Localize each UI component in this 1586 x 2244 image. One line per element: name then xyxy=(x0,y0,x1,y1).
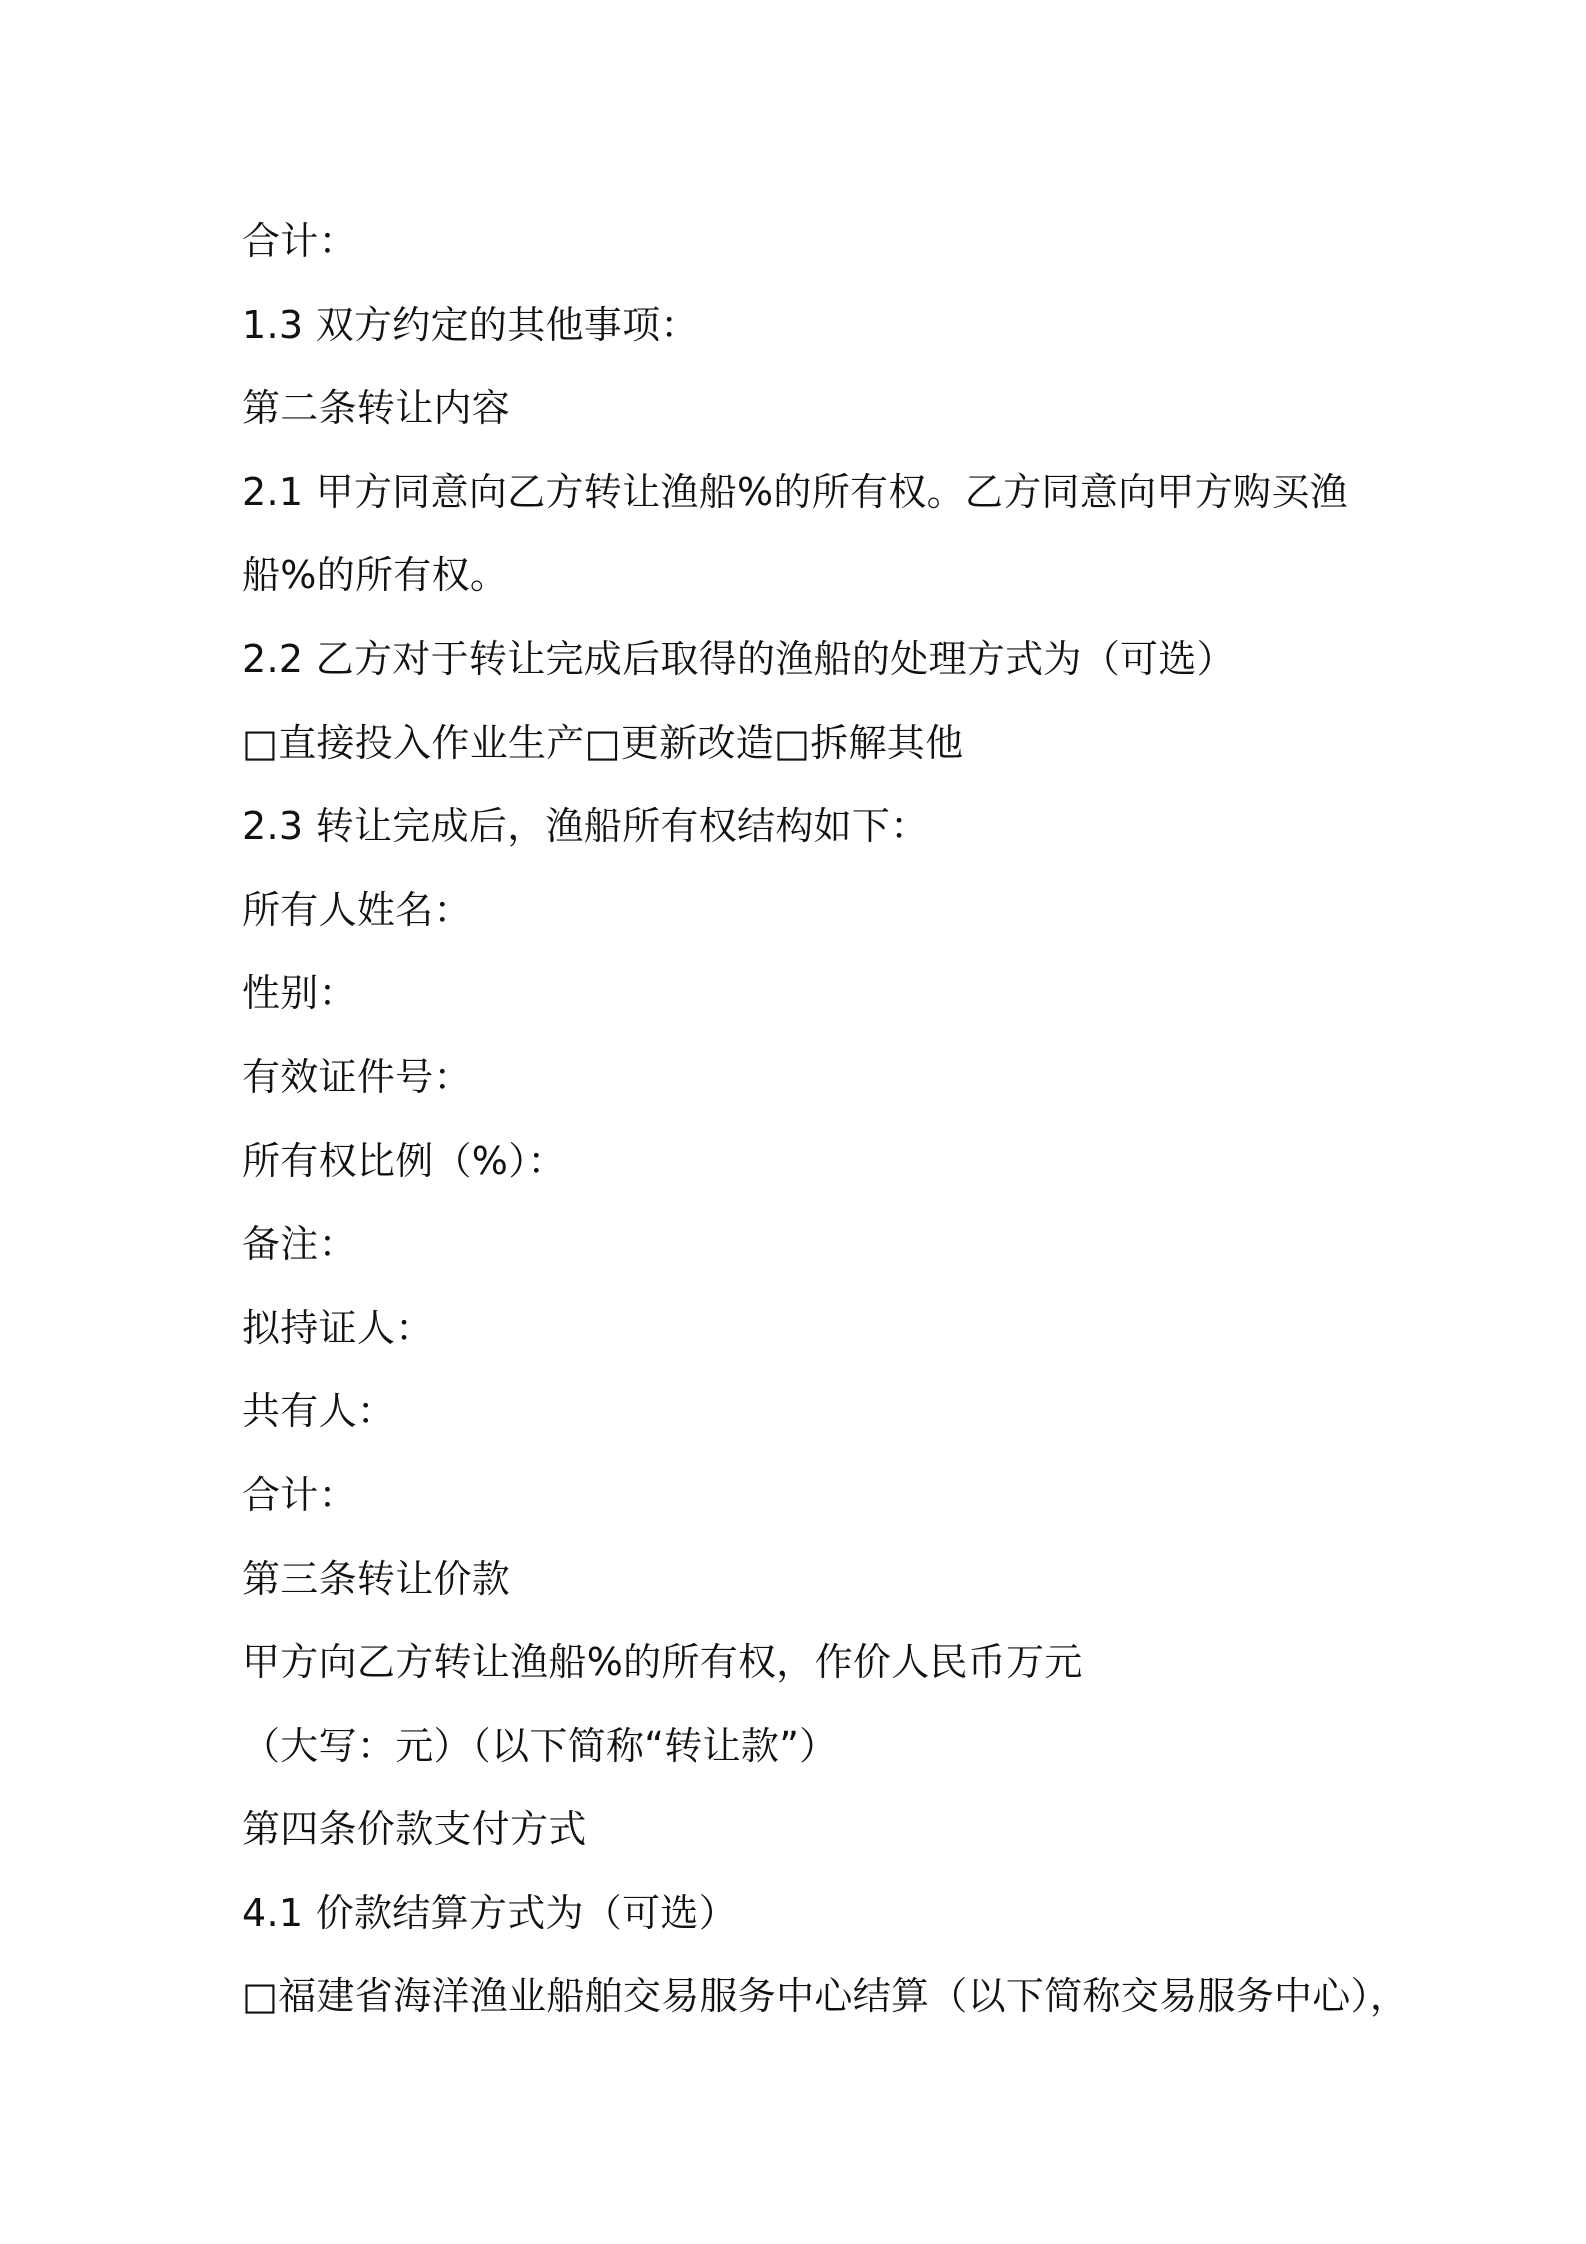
clause-2-1-line-2: 船%的所有权。 xyxy=(242,553,509,598)
clause-4-1: 4.1 价款结算方式为（可选） xyxy=(242,1890,738,1935)
article-3-price-line-1: 甲方向乙方转让渔船%的所有权，作价人民币万元 xyxy=(242,1640,1083,1685)
document-body xyxy=(242,200,1422,2039)
article-4-heading: 第四条价款支付方式 xyxy=(242,1807,587,1852)
proposed-holder-label: 拟持证人： xyxy=(242,1305,434,1350)
clause-2-1-line-1: 2.1 甲方同意向乙方转让渔船%的所有权。乙方同意向甲方购买渔 xyxy=(242,469,1348,514)
owner-name-label: 所有人姓名： xyxy=(242,887,472,932)
id-number-label: 有效证件号： xyxy=(242,1054,472,1099)
clause-2-2-options: □直接投入作业生产□更新改造□拆解其他 xyxy=(242,720,964,765)
article-2-heading: 第二条转让内容 xyxy=(242,386,511,431)
article-3-price-line-2: （大写：元）（以下简称“转让款”） xyxy=(242,1723,838,1768)
clause-2-3: 2.3 转让完成后，渔船所有权结构如下： xyxy=(242,804,929,849)
total-label-1: 合计： xyxy=(242,219,357,263)
total-label-2: 合计： xyxy=(242,1472,357,1517)
co-owner-label: 共有人： xyxy=(242,1389,396,1434)
clause-2-2: 2.2 乙方对于转让完成后取得的渔船的处理方式为（可选） xyxy=(242,636,1235,681)
article-3-heading: 第三条转让价款 xyxy=(242,1556,511,1601)
remarks-label: 备注： xyxy=(242,1222,357,1267)
clause-1-3-other-matters: 1.3 双方约定的其他事项： xyxy=(242,302,699,347)
ownership-ratio-label: 所有权比例（%）： xyxy=(242,1138,566,1183)
gender-label: 性别： xyxy=(242,971,357,1016)
clause-4-1-option-1: □福建省海洋渔业船舶交易服务中心结算（以下简称交易服务中心）， xyxy=(242,1974,1409,2019)
